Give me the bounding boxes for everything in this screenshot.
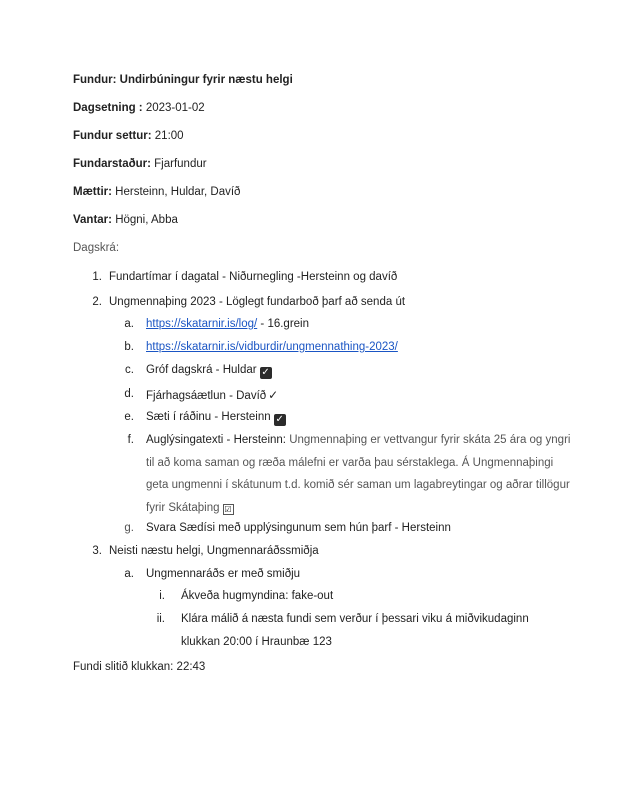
item-2f (146, 429, 576, 519)
item-2c-number: c. (125, 364, 134, 376)
agenda-heading: Dagskrá: (73, 242, 120, 254)
item-2d-number: d. (124, 388, 134, 400)
item-2c (146, 364, 272, 379)
checked-box-icon: ✓ (261, 367, 270, 378)
item-3a-number: a. (124, 568, 134, 580)
item-3-number: 3. (92, 545, 102, 557)
item-2e-text: Sæti í ráðinu - Hersteinn (146, 411, 271, 423)
vantar-label: Vantar: (73, 214, 112, 226)
dagsetning-value: 2023-01-02 (142, 102, 205, 114)
item-2b (146, 341, 398, 353)
maettir-label: Mættir: (73, 186, 112, 198)
item-1-number: 1. (92, 271, 102, 283)
location-line (73, 158, 207, 170)
item-2f-text: Ungmennaþing er vettvangur fyrir skáta 25 ára og yngri til að koma saman og ræða málefni er varða þau sérstaklega. Á Ungmennaþingi geta ungmenni í skátunum t.d. komið sér saman um lagabreytingar og aðrar tillögur fyrir Skátaþing (146, 434, 571, 514)
item-3a-i-text: Ákveða hugmyndina: fake-out (181, 590, 334, 602)
item-3a-text: Ungmennaráðs er með smiðju (146, 568, 301, 580)
item-3-text: Neisti næstu helgi, Ungmennaráðssmiðja (109, 545, 319, 557)
item-2c-text: Gróf dagskrá - Huldar (146, 364, 257, 376)
fundarstadur-label: Fundarstaður: (73, 158, 151, 170)
item-2g-number: g. (124, 522, 134, 534)
item-2-text: Ungmennaþing 2023 - Löglegt fundarboð þarf að senda út (109, 296, 406, 308)
item-2a (146, 318, 309, 330)
item-2a-text: - 16.grein (257, 318, 309, 330)
fundarstadur-value: Fjarfundur (150, 158, 207, 170)
item-3a-i-number: i. (159, 590, 165, 602)
checkbox-icon: ☑ (224, 504, 232, 514)
check-mark-icon: ✓ (268, 388, 279, 402)
item-2d (146, 388, 278, 402)
fundur-settur-value: 21:00 (151, 130, 184, 142)
start-time-line (73, 130, 184, 142)
item-2f-label: Auglýsingatexti - Hersteinn: (146, 434, 286, 446)
attendees-line (73, 186, 240, 198)
item-2e-number: e. (124, 411, 134, 423)
item-2g-text: Svara Sædísi með upplýsingunum sem hún þarf - Hersteinn (146, 522, 451, 534)
dagsetning-label: Dagsetning : (73, 102, 143, 114)
item-2a-number: a. (124, 318, 134, 330)
item-2b-number: b. (124, 341, 134, 353)
vantar-value: Högni, Abba (112, 214, 178, 226)
fundur-value: Undirbúningur fyrir næstu helgi (116, 74, 293, 86)
item-2e (146, 411, 286, 426)
meeting-title-line (73, 74, 293, 86)
item-3a-ii-number: ii. (156, 613, 165, 625)
absent-line (73, 214, 178, 226)
fundur-label: Fundur: (73, 74, 117, 86)
log-link[interactable]: https://skatarnir.is/log/ (146, 318, 258, 330)
checked-box-icon: ✓ (275, 414, 284, 425)
meeting-end-line: Fundi slitið klukkan: 22:43 (73, 661, 206, 673)
maettir-value: Hersteinn, Huldar, Davíð (111, 186, 241, 198)
item-2f-number: f. (127, 434, 134, 446)
date-line (73, 102, 205, 114)
item-1-text: Fundartímar í dagatal - Niðurnegling -Hersteinn og davíð (109, 271, 398, 283)
item-2d-text: Fjárhagsáætlun - Davíð (146, 390, 267, 402)
ungmennathing-link[interactable]: https://skatarnir.is/vidburdir/ungmennathing-2023/ (146, 341, 398, 353)
item-3a-ii-text: Klára málið á næsta fundi sem verður í þessari viku á miðvikudaginn klukkan 20:00 í Hraunbæ 123 (181, 613, 529, 648)
fundur-settur-label: Fundur settur: (73, 130, 152, 142)
item-2-number: 2. (92, 296, 102, 308)
